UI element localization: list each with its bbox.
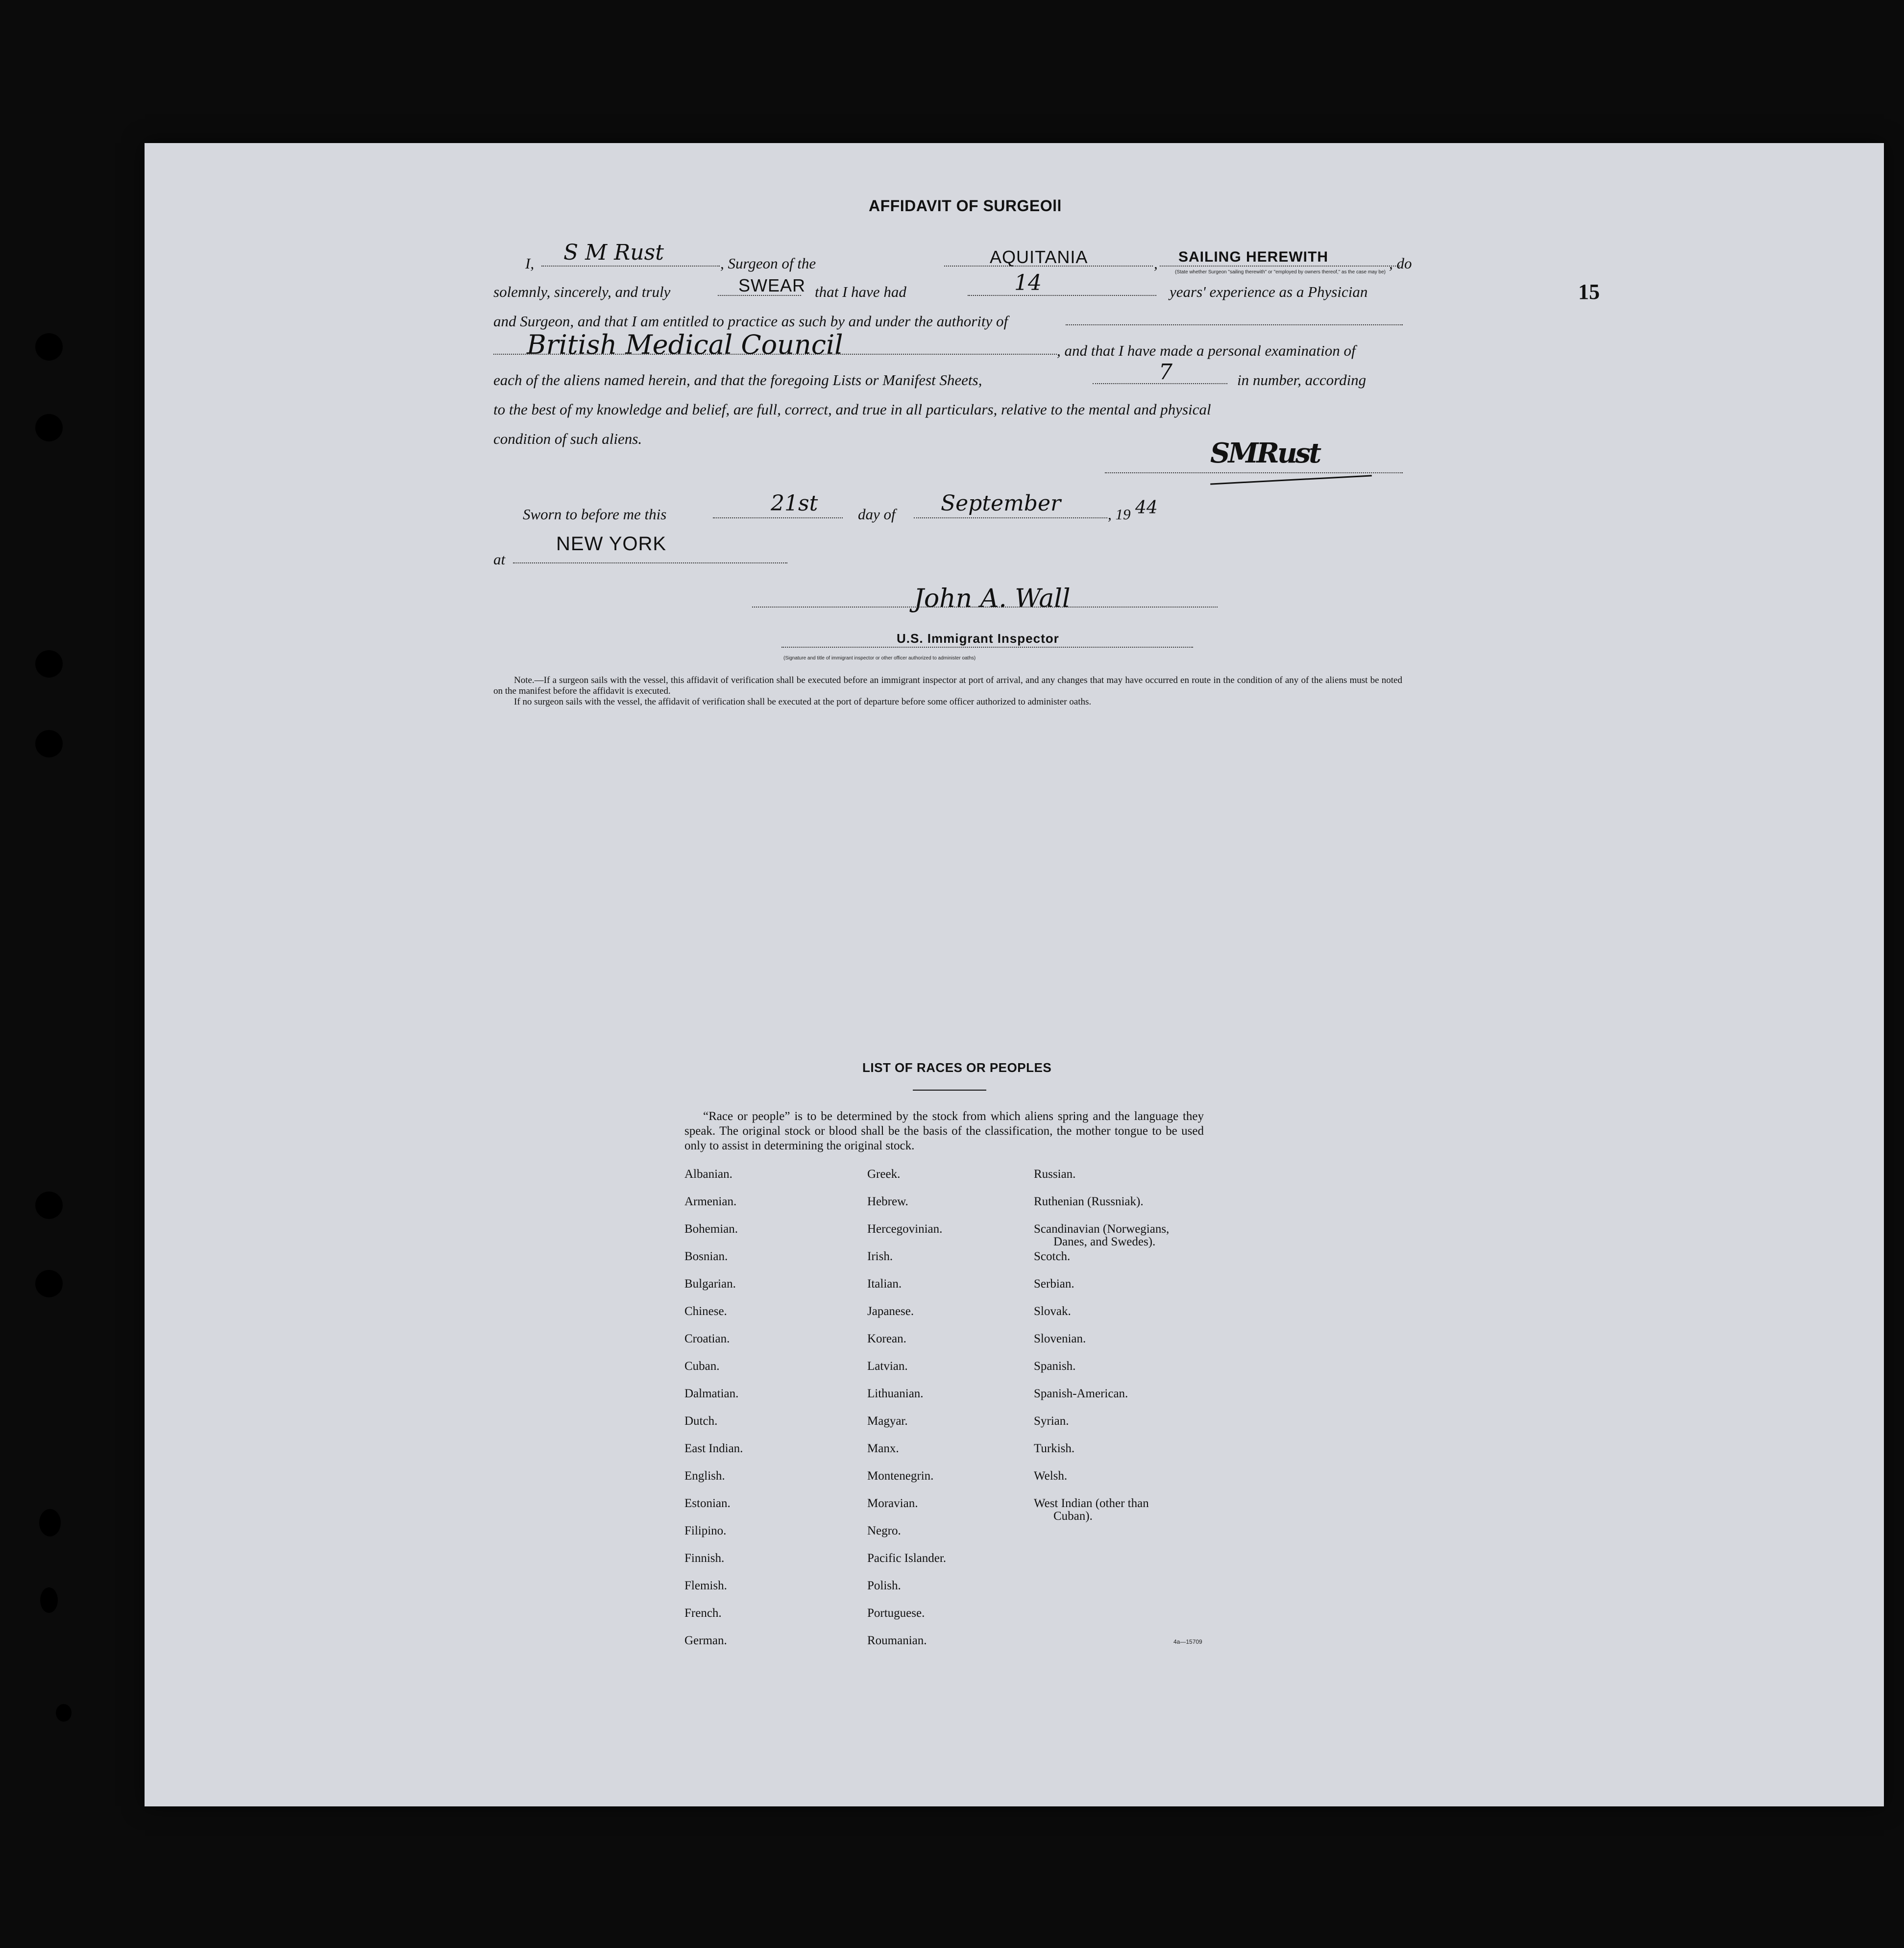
race-item: Cuban. <box>684 1360 720 1373</box>
dotted-line <box>944 266 1153 267</box>
race-item: Bohemian. <box>684 1222 738 1236</box>
ship-name: AQUITANIA <box>990 247 1088 267</box>
dotted-line <box>713 517 843 518</box>
text-in-number: in number, according <box>1237 371 1367 389</box>
licensing-authority: British Medical Council <box>527 329 843 360</box>
race-item: Cuban). <box>1053 1510 1093 1523</box>
race-item: Polish. <box>867 1579 901 1592</box>
inspector-title: U.S. Immigrant Inspector <box>897 631 1059 646</box>
punch-hole <box>35 414 63 441</box>
race-item: Chinese. <box>684 1305 727 1318</box>
race-item: Greek. <box>867 1168 901 1181</box>
text-do: , do <box>1389 255 1412 272</box>
race-item: Estonian. <box>684 1497 731 1510</box>
affidavit-note-2: If no surgeon sails with the vessel, the affidavit of verification shall be executed at the port of departure before some officer authorized to administer oaths. <box>514 697 1092 707</box>
race-item: Korean. <box>867 1332 906 1345</box>
signature-caption: (Signature and title of immigrant inspector or other officer authorized to administer oaths) <box>783 656 976 661</box>
race-item: French. <box>684 1607 722 1620</box>
race-item: Irish. <box>867 1250 893 1263</box>
signature-line <box>781 647 1193 648</box>
text-best-of-knowledge: to the best of my knowledge and belief, are full, correct, and true in all particulars, relative to the mental and physical <box>493 401 1211 418</box>
text-year-prefix: , 19 <box>1108 506 1131 523</box>
races-title: LIST OF RACES OR PEOPLES <box>862 1060 1052 1075</box>
surgeon-signature: SMRust <box>1210 437 1320 469</box>
dotted-line <box>968 295 1156 296</box>
document-page <box>145 143 1884 1806</box>
title-rule <box>913 1090 986 1091</box>
race-item: Negro. <box>867 1524 901 1537</box>
text-and-that: , and that I have made a personal examination of <box>1057 342 1356 359</box>
text-at: at <box>493 551 506 568</box>
text-surgeon-of: , Surgeon of the <box>720 255 816 272</box>
race-item: Spanish. <box>1034 1360 1076 1373</box>
sailing-status: SAILING HEREWITH <box>1178 249 1328 265</box>
dotted-line <box>1160 266 1400 267</box>
race-item: Slovenian. <box>1034 1332 1086 1345</box>
sworn-month: September <box>941 491 1061 516</box>
race-item: Danes, and Swedes). <box>1053 1235 1156 1248</box>
race-item: Russian. <box>1034 1168 1076 1181</box>
sheets-count: 7 <box>1159 360 1172 385</box>
race-item: Hercegovinian. <box>867 1222 943 1236</box>
punch-hole <box>56 1704 72 1722</box>
text-solemnly: solemnly, sincerely, and truly <box>493 283 671 300</box>
race-item: Bosnian. <box>684 1250 728 1263</box>
dotted-line <box>718 295 801 296</box>
race-item: Armenian. <box>684 1195 737 1208</box>
race-item: Slovak. <box>1034 1305 1071 1318</box>
inspector-signature: John A. Wall <box>914 584 1071 613</box>
race-item: Syrian. <box>1034 1414 1069 1428</box>
race-item: Pacific Islander. <box>867 1552 947 1565</box>
text-years: years' experience as a Physician <box>1170 283 1368 300</box>
text-comma: , <box>1154 255 1158 272</box>
race-item: Montenegrin. <box>867 1469 934 1483</box>
races-intro: “Race or people” is to be determined by the stock from which aliens spring and the language they speak. The original stock or blood shall be the basis of the classification, the mother tongue to be used only to assist in determining the original stock. <box>684 1110 1204 1152</box>
race-item: Roumanian. <box>867 1634 927 1647</box>
race-item: Welsh. <box>1034 1469 1068 1483</box>
race-item: Albanian. <box>684 1168 732 1181</box>
form-number: 4a—15709 <box>1173 1638 1202 1645</box>
dotted-line <box>914 517 1107 518</box>
surgeon-name: S M Rust <box>563 240 664 265</box>
text-i: I, <box>525 255 535 272</box>
race-item: Serbian. <box>1034 1277 1074 1291</box>
page-number: 15 <box>1578 280 1600 304</box>
text-sworn: Sworn to before me this <box>523 506 667 523</box>
punch-hole <box>39 1509 61 1536</box>
text-each-of: each of the aliens named herein, and that the foregoing Lists or Manifest Sheets, <box>493 371 982 389</box>
race-item: Latvian. <box>867 1360 908 1373</box>
race-item: Turkish. <box>1034 1442 1075 1455</box>
years-experience: 14 <box>1014 270 1042 295</box>
race-item: Scandinavian (Norwegians, <box>1034 1222 1170 1236</box>
race-item: Bulgarian. <box>684 1277 736 1291</box>
affidavit-note: Note.—If a surgeon sails with the vessel, this affidavit of verification shall be executed before an immigrant inspector at port of arrival, and any changes that may have occurred en route in the condition of any of the aliens must be noted on the manifest before the affidavit is executed. <box>493 675 1402 696</box>
signature-flourish <box>1210 475 1372 485</box>
sworn-day: 21st <box>771 491 818 516</box>
punch-hole <box>35 650 63 678</box>
punch-hole <box>35 333 63 361</box>
text-that-i-have-had: that I have had <box>815 283 906 300</box>
race-item: Italian. <box>867 1277 902 1291</box>
race-item: Flemish. <box>684 1579 727 1592</box>
sworn-year: 44 <box>1135 498 1158 518</box>
race-item: Ruthenian (Russniak). <box>1034 1195 1144 1208</box>
race-item: Lithuanian. <box>867 1387 924 1400</box>
race-item: Dalmatian. <box>684 1387 739 1400</box>
race-item: German. <box>684 1634 727 1647</box>
sailing-hint: (State whether Surgeon "sailing therewith" or "employed by owners thereof," as the case may be) <box>1175 269 1386 275</box>
race-item: Spanish-American. <box>1034 1387 1128 1400</box>
race-item: Dutch. <box>684 1414 718 1428</box>
punch-hole <box>35 1192 63 1219</box>
dotted-line <box>493 354 1057 355</box>
race-item: Filipino. <box>684 1524 727 1537</box>
signature-line <box>752 607 1218 608</box>
affidavit-title: AFFIDAVIT OF SURGEOll <box>869 197 1062 215</box>
race-item: Magyar. <box>867 1414 908 1428</box>
punch-hole <box>35 730 63 757</box>
text-and-surgeon: and Surgeon, and that I am entitled to practice as such by and under the authority of <box>493 313 1008 330</box>
punch-hole <box>35 1270 63 1297</box>
race-item: East Indian. <box>684 1442 743 1455</box>
dotted-line <box>513 562 787 563</box>
text-condition: condition of such aliens. <box>493 430 642 447</box>
dotted-line <box>541 266 720 267</box>
race-item: West Indian (other than <box>1034 1497 1149 1510</box>
race-item: English. <box>684 1469 725 1483</box>
race-item: Finnish. <box>684 1552 725 1565</box>
race-item: Hebrew. <box>867 1195 908 1208</box>
text-day-of: day of <box>858 506 896 523</box>
punch-hole <box>40 1587 58 1613</box>
oath-word: SWEAR <box>738 275 806 295</box>
race-item: Croatian. <box>684 1332 730 1345</box>
race-item: Japanese. <box>867 1305 914 1318</box>
race-item: Scotch. <box>1034 1250 1071 1263</box>
sworn-place: NEW YORK <box>556 533 667 555</box>
dotted-line <box>1066 324 1403 325</box>
race-item: Moravian. <box>867 1497 918 1510</box>
race-item: Portuguese. <box>867 1607 925 1620</box>
dotted-line <box>1093 383 1227 384</box>
signature-line <box>1105 472 1403 473</box>
race-item: Manx. <box>867 1442 899 1455</box>
